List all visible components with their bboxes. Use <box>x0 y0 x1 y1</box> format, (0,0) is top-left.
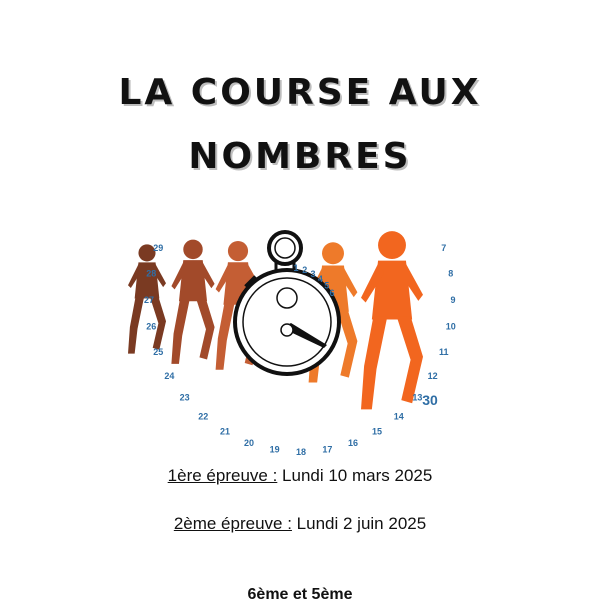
dial-number-26: 26 <box>146 321 157 332</box>
dial-number-28: 28 <box>146 268 157 279</box>
dial-number-17: 17 <box>322 444 333 455</box>
dial-number-6: 6 <box>329 288 335 298</box>
runner-2 <box>171 240 214 364</box>
dial-number-25: 25 <box>153 347 164 357</box>
grade-levels: 6ème et 5ème <box>247 586 353 603</box>
dial-number-23: 23 <box>179 392 190 403</box>
event-2-label: 2ème épreuve : <box>173 514 292 533</box>
event-2-date: Lundi 2 juin 2025 <box>291 514 427 533</box>
dial-number-5: 5 <box>324 280 330 291</box>
dial-number-21: 21 <box>219 426 231 437</box>
dial-number-24: 24 <box>164 371 175 381</box>
event-2 <box>0 514 600 534</box>
dial-number-29: 29 <box>153 243 164 253</box>
dial-number-10: 10 <box>445 321 456 332</box>
event-1 <box>0 466 600 486</box>
event-1-date: Lundi 10 mars 2025 <box>277 466 433 485</box>
dial-number-12: 12 <box>427 371 438 381</box>
dial-number-9: 9 <box>450 295 456 305</box>
dial-number-27: 27 <box>143 295 155 305</box>
dial-number-8: 8 <box>448 268 454 279</box>
dial-number-30: 30 <box>422 392 438 408</box>
dial-number-1: 1 <box>293 262 299 273</box>
dial-number-14: 14 <box>393 411 404 422</box>
event-1-label: 1ère épreuve : <box>167 466 278 485</box>
dial-number-15: 15 <box>371 426 383 437</box>
page-title-line2: NOMBRES <box>188 136 412 177</box>
race-illustration <box>0 195 600 457</box>
page-title-line1: LA COURSE AUX <box>118 72 482 113</box>
dial-number-18: 18 <box>295 447 307 457</box>
dial-number-16: 16 <box>347 437 359 448</box>
dial-number-11: 11 <box>439 347 449 357</box>
dial-number-2: 2 <box>302 265 308 276</box>
dial-number-4: 4 <box>317 274 323 285</box>
dial-number-22: 22 <box>198 411 209 422</box>
runner-5 <box>361 231 423 409</box>
dial-number-3: 3 <box>310 269 316 279</box>
dial-number-13: 13 <box>412 392 423 403</box>
dial-number-20: 20 <box>243 437 255 448</box>
dial-number-19: 19 <box>269 444 280 455</box>
dial-number-7: 7 <box>441 243 447 253</box>
